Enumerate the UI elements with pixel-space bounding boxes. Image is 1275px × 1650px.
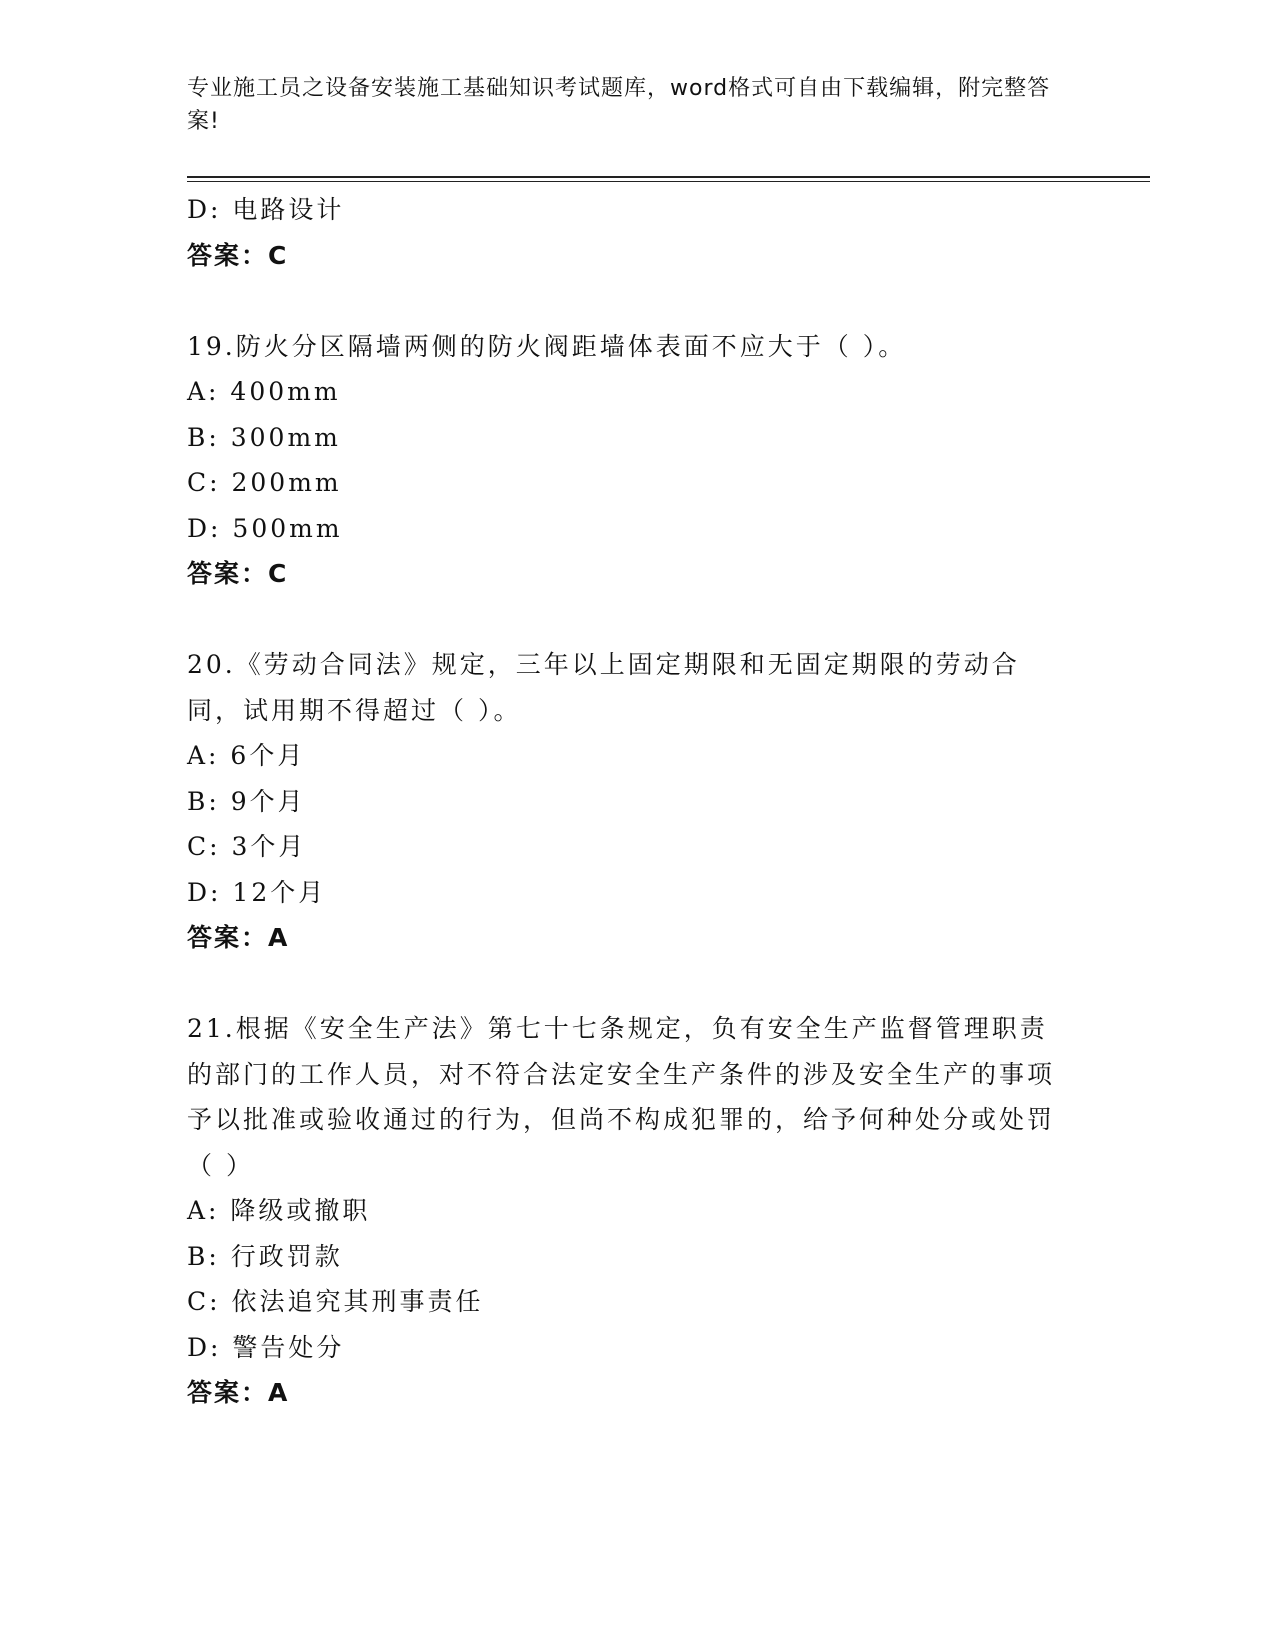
question-list: [187, 187, 1087, 1416]
option-d: D: 500mm: [187, 513, 343, 543]
prev-question-answer: 答案：C: [187, 240, 289, 270]
option-b: B: 300mm: [187, 422, 341, 452]
option-d: D: 12个月: [187, 877, 327, 907]
question-21: [187, 1006, 1087, 1416]
question-text: 20.《劳动合同法》规定，三年以上固定期限和无固定期限的劳动合同，试用期不得超过（ ）。: [187, 650, 1020, 725]
spacer: [187, 597, 1087, 643]
header-divider: [187, 176, 1150, 182]
question-text: 19.防火分区隔墙两侧的防火阀距墙体表面不应大于（ ）。: [187, 331, 907, 361]
question-text: 21.根据《安全生产法》第七十七条规定，负有安全生产监督管理职责的部门的工作人员，对不符合法定安全生产条件的涉及安全生产的事项予以批准或验收通过的行为，但尚不构成犯罪的，给予何种处分或处罚（ ）: [187, 1014, 1056, 1180]
option-c: C: 3个月: [187, 832, 307, 861]
option-d: D: 警告处分: [187, 1332, 345, 1362]
spacer: [187, 961, 1087, 1007]
option-b: B: 行政罚款: [187, 1241, 343, 1271]
page-header-title: 专业施工员之设备安装施工基础知识考试题库，word格式可自由下载编辑，附完整答案!: [187, 76, 1051, 134]
option-b: B: 9个月: [187, 786, 306, 816]
spacer: [187, 278, 1087, 324]
option-a: A: 400mm: [187, 377, 341, 406]
prev-question-option-d: D: 电路设计: [187, 195, 345, 224]
answer: 答案：C: [187, 559, 289, 588]
option-a: A: 降级或撤职: [187, 1196, 371, 1225]
option-c: C: 依法追究其刑事责任: [187, 1287, 484, 1316]
question-20: [187, 642, 1087, 961]
option-a: A: 6个月: [187, 741, 306, 770]
answer: 答案：A: [187, 1378, 290, 1407]
question-19: [187, 324, 1087, 597]
answer: 答案：A: [187, 923, 290, 952]
option-c: C: 200mm: [187, 468, 342, 497]
